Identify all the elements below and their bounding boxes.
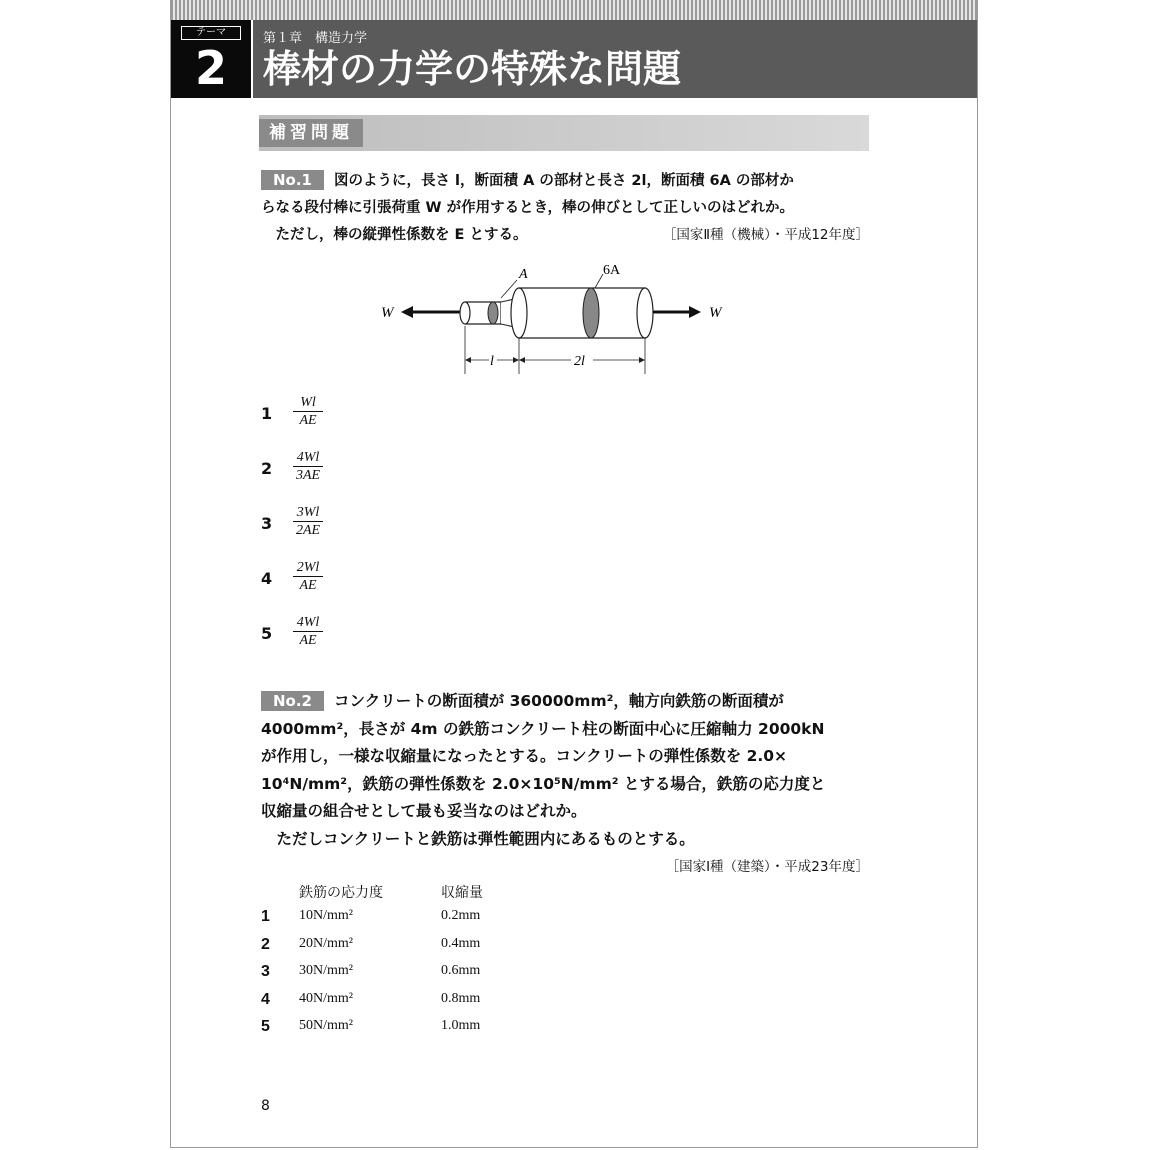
question-1-source: ［国家Ⅱ種（機械）・平成12年度］ [662,227,869,243]
choice-item [261,502,561,557]
table-row [261,1016,661,1044]
fraction-denominator: AE [299,578,317,593]
fraction-denominator: 2AE [295,523,321,538]
small-segment [460,298,519,328]
shrink-value: 0.2mm [441,908,481,923]
choice-fraction [293,394,323,430]
question-2-line-2: 4000mm²，長さが 4m の鉄筋コンクリート柱の断面中心に圧縮軸力 2000kN [261,719,825,738]
choice-number: 3 [261,514,273,533]
question-2-line-3: が作用し，一様な収縮量になったとする。コンクリートの弾性係数を 2.0× [261,747,788,766]
right-load-arrow [653,306,701,318]
choice-number: 4 [261,569,273,588]
right-load-label: W [709,305,722,321]
choice-item [261,447,561,502]
choice-fraction [293,559,323,595]
question-2-line-5: 収縮量の組合せとして最も妥当なのはどれか。 [261,802,587,821]
choice-fraction [293,504,323,540]
question-1-text-1: 図のように，長さ l，断面積 A の部材と長さ 2l，断面積 6A の部材か [334,173,794,189]
question-2-line-6: ただしコンクリートと鉄筋は弾性範囲内にあるものとする。 [261,829,695,848]
fraction-denominator: AE [299,413,317,428]
choice-fraction [293,449,323,485]
header-stripe [171,0,977,20]
area-label-6a: 6A [603,263,621,278]
question-2-source: ［国家Ⅰ種（建築）・平成23年度］ [665,858,869,875]
left-load-arrow [401,306,461,318]
question-1-line-3: ただし，棒の縦弾性係数を E とする。 [261,227,528,243]
choice-number: 5 [261,1018,270,1035]
stress-value: 20N/mm² [299,935,353,951]
question-2-text-1: コンクリートの断面積が 360000mm²，軸方向鉄筋の断面積が [334,692,784,710]
theme-block [171,20,251,98]
question-2-line-4: 10⁴N/mm²，鉄筋の弾性係数を 2.0×10⁵N/mm² とする場合，鉄筋の応力度と [261,774,826,793]
chapter-label: 第１章 構造力学 [263,31,368,46]
choice-number: 2 [261,935,270,953]
stress-value: 10N/mm² [299,908,353,923]
shrink-value: 0.4mm [441,935,481,951]
section-bar [259,115,869,151]
fraction-denominator: AE [299,633,317,648]
choice-number: 4 [261,990,270,1008]
shrink-value: 0.6mm [441,963,481,978]
page-number: 8 [261,1098,270,1114]
question-2-badge: No.2 [261,691,324,711]
shrink-value: 1.0mm [441,1018,481,1033]
choice-number: 1 [261,908,270,925]
table-row [261,961,661,989]
table-row [261,989,661,1017]
column-header-shrink: 収縮量 [441,885,483,901]
page-title: 棒材の力学の特殊な問題 [263,47,682,91]
choice-number: 3 [261,963,270,980]
dimension-2l: 2l [574,354,585,369]
fraction-numerator: 3Wl [293,504,323,522]
question-2-choices-table [261,880,661,1044]
question-1-line-2: らなる段付棒に引張荷重 W が作用するとき，棒の伸びとして正しいのはどれか。 [261,200,795,216]
choice-item [261,612,561,667]
table-row [261,906,661,934]
area-label-a: A [519,267,528,282]
choice-fraction [293,614,323,650]
question-1 [261,168,869,249]
fraction-numerator: 4Wl [293,449,323,467]
choice-item [261,392,561,447]
stepped-bar-diagram [381,258,741,378]
stress-value: 40N/mm² [299,990,353,1006]
choice-number: 5 [261,624,273,643]
fraction-numerator: Wl [293,394,323,412]
shrink-value: 0.8mm [441,990,481,1006]
left-load-label: W [381,305,394,321]
large-segment [511,288,653,338]
question-2 [261,688,869,881]
question-1-choices [261,392,561,667]
dimension-l: l [490,354,494,369]
question-1-line-1 [261,168,869,195]
table-row [261,934,661,962]
choice-number: 1 [261,404,273,423]
choice-number: 2 [261,459,273,478]
theme-tag: テーマ [181,26,241,40]
table-header [261,880,661,906]
fraction-numerator: 2Wl [293,559,323,577]
section-label: 補習問題 [259,119,363,147]
question-2-line-1 [261,688,869,716]
choice-item [261,557,561,612]
fraction-numerator: 4Wl [293,614,323,632]
title-bar [253,20,977,98]
column-header-stress: 鉄筋の応力度 [299,885,383,901]
question-1-badge: No.1 [261,170,324,190]
stress-value: 30N/mm² [299,963,353,978]
fraction-denominator: 3AE [295,468,321,483]
theme-number: 2 [194,41,227,95]
book-page [170,0,978,1148]
stress-value: 50N/mm² [299,1018,353,1033]
